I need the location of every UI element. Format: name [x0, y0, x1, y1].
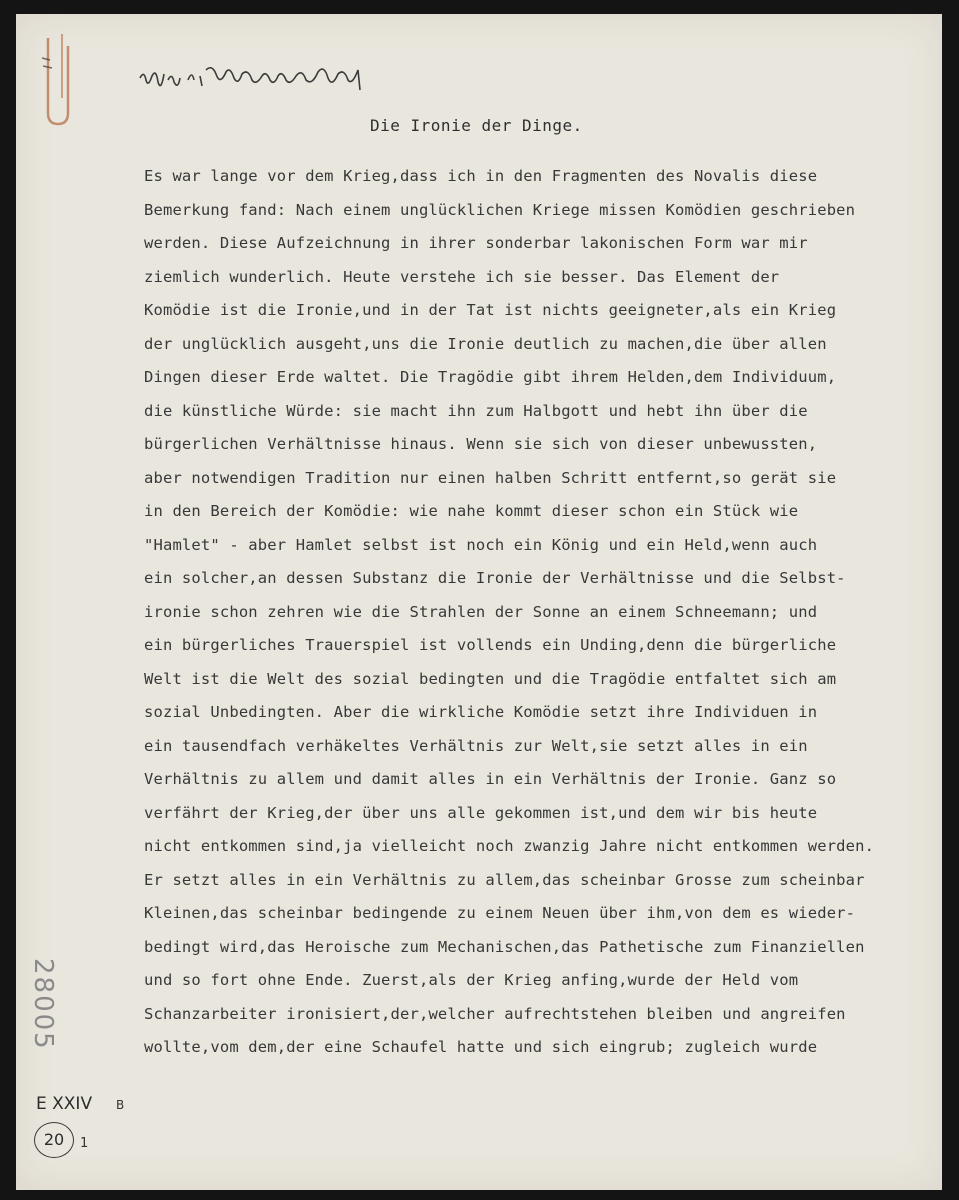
body-line: sozial Unbedingten. Aber die wirkliche Komödie setzt ihre Individuen in [144, 703, 818, 721]
archive-signature [36, 1094, 92, 1114]
body-line: wollte,vom dem,der eine Schaufel hatte und sich eingrub; zugleich wurde [144, 1038, 818, 1056]
body-line: Es war lange vor dem Krieg,dass ich in den Fragmenten des Novalis diese [144, 167, 818, 185]
document-title: Die Ironie der Dinge. [370, 116, 583, 135]
body-line: nicht entkommen sind,ja vielleicht noch zwanzig Jahre nicht entkommen werden. [144, 837, 875, 855]
body-line: verfährt der Krieg,der über uns alle gekommen ist,und dem wir bis heute [144, 803, 818, 822]
body-line: die künstliche Würde: sie macht ihn zum Halbgott und hebt ihn über die [144, 401, 808, 420]
folio-number-circle: 20 [34, 1122, 74, 1158]
body-line: werden. Diese Aufzeichnung in ihrer sonderbar lakonischen Form war mir [144, 234, 808, 252]
body-line: bedingt wird,das Heroische zum Mechanischen,das Pathetische zum Finanziellen [144, 937, 865, 956]
body-line: Er setzt alles in ein Verhältnis zu allem,das scheinbar Grosse zum scheinbar [144, 870, 865, 889]
body-line: ein bürgerliches Trauerspiel ist vollends ein Unding,denn die bürgerliche [144, 636, 837, 654]
body-line: aber notwendigen Tradition nur einen halben Schritt entfernt,so gerät sie [144, 468, 837, 487]
body-line: Komödie ist die Ironie,und in der Tat ist nichts geeigneter,als ein Krieg [144, 301, 837, 319]
body-line: ein solcher,an dessen Substanz die Ironie der Verhältnisse und die Selbst- [144, 569, 846, 587]
body-line: der unglücklich ausgeht,uns die Ironie deutlich zu machen,die über allen [144, 334, 827, 353]
body-line: ziemlich wunderlich. Heute verstehe ich sie besser. Das Element der [144, 267, 780, 286]
body-line: ein tausendfach verhäkeltes Verhältnis zur Welt,sie setzt alles in ein [144, 736, 808, 755]
body-line: Bemerkung fand: Nach einem unglücklichen Kriege missen Komödien geschrieben [144, 200, 856, 219]
body-line: Dingen dieser Erde waltet. Die Tragödie gibt ihrem Helden,dem Individuum, [144, 368, 837, 386]
body-line: "Hamlet" - aber Hamlet selbst ist noch ein König und ein Held,wenn auch [144, 535, 818, 554]
body-line: Schanzarbeiter ironisiert,der,welcher aufrechtstehen bleiben und angreifen [144, 1004, 846, 1023]
body-line: bürgerlichen Verhältnisse hinaus. Wenn sie sich von dieser unbewussten, [144, 435, 818, 453]
body-line: Welt ist die Welt des sozial bedingten und die Tragödie entfaltet sich am [144, 669, 837, 688]
handwritten-signature [136, 56, 376, 100]
archive-code-suffix: B [116, 1098, 125, 1112]
body-line: Verhältnis zu allem und damit alles in ein Verhältnis der Ironie. Ganz so [144, 770, 837, 788]
body-line: in den Bereich der Komödie: wie nahe kommt dieser schon ein Stück wie [144, 502, 799, 520]
typewritten-body [144, 160, 944, 1065]
archive-code-text: E XXIV [36, 1094, 93, 1114]
paperclip-icon [40, 28, 80, 128]
pencil-archive-number: 28005 [28, 958, 58, 1051]
body-line: Kleinen,das scheinbar bedingende zu einem Neuen über ihm,von dem es wieder- [144, 904, 856, 922]
folio-suffix: 1 [80, 1136, 89, 1151]
body-line: und so fort ohne Ende. Zuerst,als der Krieg anfing,wurde der Held vom [144, 971, 799, 989]
body-line: ironie schon zehren wie die Strahlen der Sonne an einem Schneemann; und [144, 602, 818, 621]
